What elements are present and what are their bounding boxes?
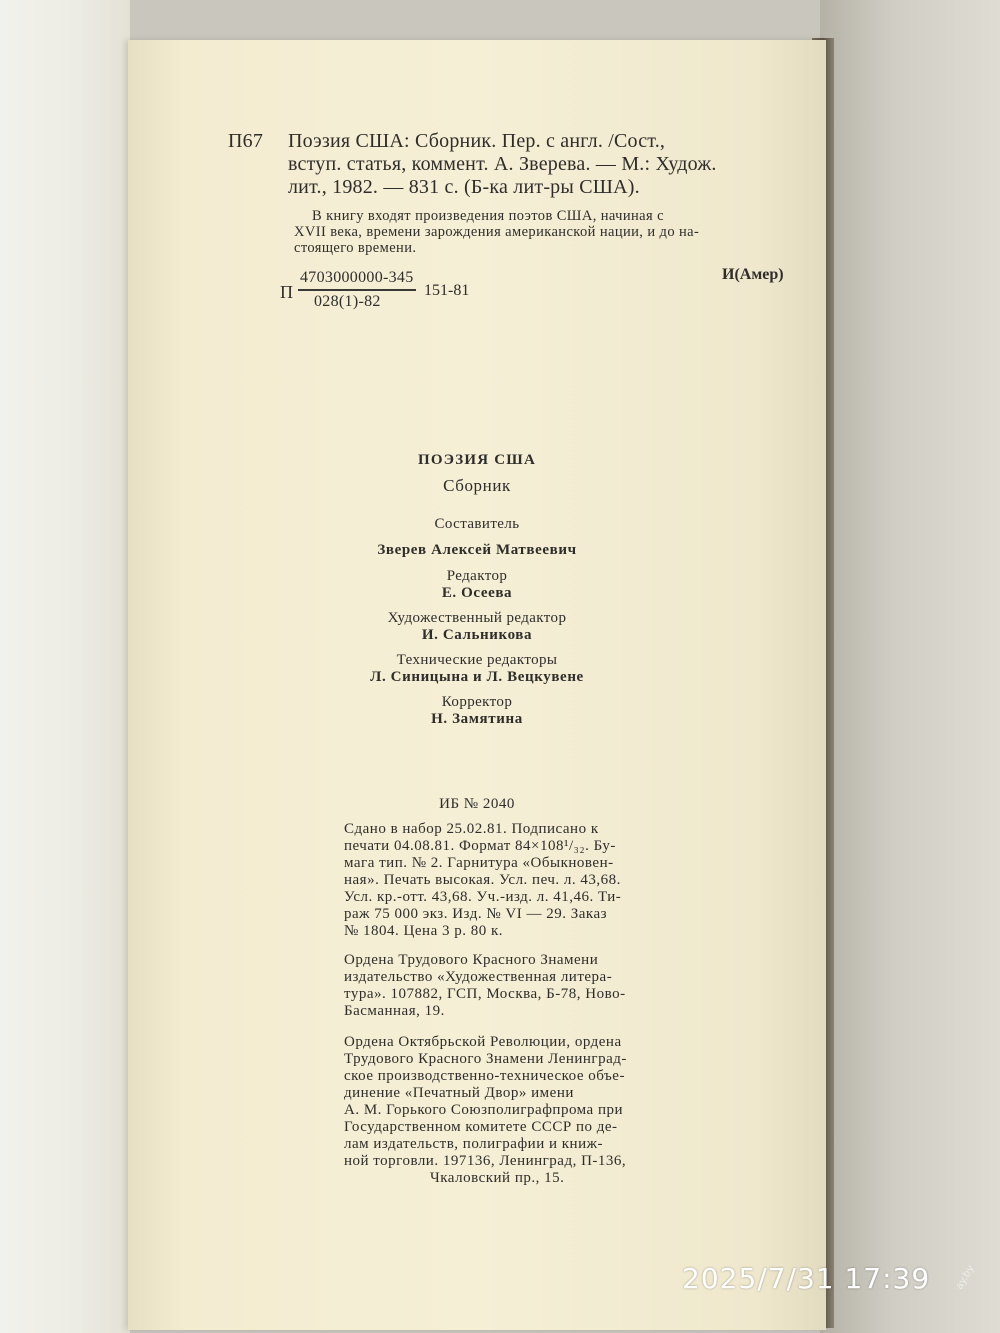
imprint-line: Усл. кр.-отт. 43,68. Уч.-изд. л. 41,46. Ти- (344, 889, 622, 905)
imprint-line: ная». Печать высокая. Усл. печ. л. 43,68. (344, 872, 621, 888)
credit-role: Корректор (441, 694, 513, 710)
book-title: ПОЭЗИЯ США (418, 452, 536, 468)
imprint-line: № 1804. Цена 3 р. 80 к. (344, 923, 504, 939)
photo-watermark: ay.by (954, 1263, 977, 1292)
credit-name: Л. Синицына и Л. Вецкувене (370, 669, 584, 685)
credit-role: Редактор (446, 568, 508, 584)
index-code: 151-81 (424, 282, 470, 299)
imprint-line: Сдано в набор 25.02.81. Подписано к (344, 821, 599, 837)
publisher-line: издательство «Художественная литера- (344, 969, 613, 985)
publisher-line: Ордена Трудового Красного Знамени (344, 952, 599, 968)
credit-name: И. Сальникова (421, 627, 533, 643)
index-denominator: 028(1)-82 (314, 293, 381, 310)
printer-line: лам издательств, полиграфии и книж- (344, 1136, 603, 1152)
annotation-line-1: В книгу входят произведения поэтов США, начиная с (312, 208, 664, 224)
index-numerator: 4703000000-345 (300, 269, 414, 286)
annotation-line-3: стоящего времени. (294, 240, 417, 256)
annotation-line-2: XVII века, времени зарождения американской нации, и до на- (294, 224, 700, 240)
printer-line: Государственном комитете СССР по де- (344, 1119, 618, 1135)
fraction-line (298, 289, 416, 291)
photo-timestamp: 2025/7/31 17:39 (682, 1262, 931, 1295)
book-subtitle: Сборник (443, 476, 511, 495)
credit-role: Технические редакторы (396, 652, 558, 668)
printer-line: динение «Печатный Двор» имени (344, 1085, 574, 1101)
catalog-line-3: лит., 1982. — 831 с. (Б-ка лит-ры США). (288, 176, 640, 198)
background-right (820, 0, 1000, 1333)
catalog-line-1: Поэзия США: Сборник. Пер. с англ. /Сост., (288, 130, 666, 152)
catalog-code: П67 (228, 130, 264, 152)
printer-line: А. М. Горького Союзполиграфпрома при (344, 1102, 624, 1118)
publisher-line: тура». 107882, ГСП, Москва, Б-78, Ново- (344, 986, 626, 1002)
index-letter: П (280, 282, 293, 302)
book-page (128, 40, 826, 1330)
imprint-line: раж 75 000 экз. Изд. № VI — 29. Заказ (344, 906, 608, 922)
printer-line: ское производственно-техническое объе- (344, 1068, 625, 1084)
credit-name: Н. Замятина (431, 711, 523, 727)
credit-role: Художественный редактор (387, 610, 567, 626)
printer-line: ной торговли. 197136, Ленинград, П-136, (344, 1153, 627, 1169)
credit-role: Составитель (434, 516, 520, 532)
printer-line: Трудового Красного Знамени Ленинград- (344, 1051, 627, 1067)
classification-code: И(Амер) (722, 266, 784, 283)
ib-number: ИБ № 2040 (439, 796, 515, 812)
printer-line: Чкаловский пр., 15. (430, 1170, 565, 1186)
imprint-line: мага тип. № 2. Гарнитура «Обыкновен- (344, 855, 614, 871)
printer-line: Ордена Октябрьской Революции, ордена (344, 1034, 622, 1050)
publisher-line: Басманная, 19. (344, 1003, 445, 1019)
credit-name: Е. Осеева (441, 585, 513, 601)
catalog-line-2: вступ. статья, коммент. А. Зверева. — М.: Худож. (288, 153, 717, 175)
background-left (0, 0, 130, 1333)
imprint-line: печати 04.08.81. Формат 84×108¹/₃₂. Бу- (344, 838, 616, 854)
credit-name: Зверев Алексей Матвеевич (377, 542, 577, 558)
